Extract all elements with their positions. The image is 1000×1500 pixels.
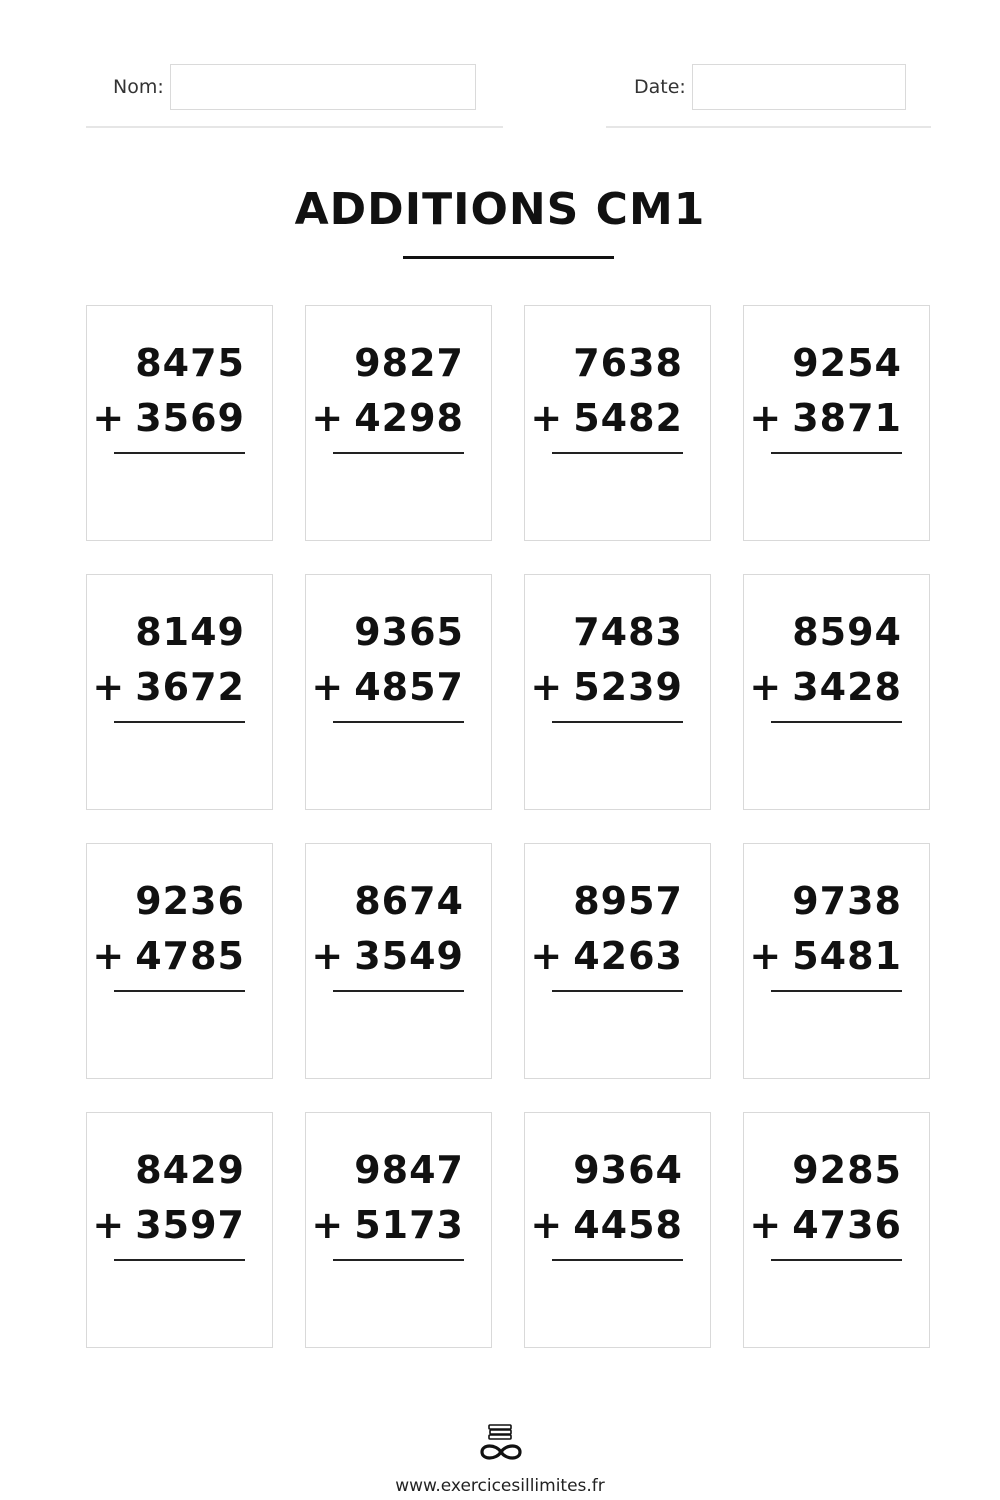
- answer-line: [114, 990, 245, 992]
- second-addend: 4263: [573, 934, 683, 978]
- second-addend-row: [311, 934, 464, 978]
- second-addend: 5239: [573, 665, 683, 709]
- plus-sign: +: [530, 665, 564, 709]
- answer-line: [114, 452, 245, 454]
- name-field-group: [113, 64, 476, 110]
- addition-card: [524, 574, 711, 810]
- first-addend: 9364: [573, 1148, 683, 1192]
- plus-sign: +: [749, 934, 783, 978]
- second-addend-row: [311, 1203, 464, 1247]
- date-divider: [606, 126, 931, 128]
- plus-sign: +: [749, 396, 783, 440]
- first-addend: 9847: [354, 1148, 464, 1192]
- plus-sign: +: [311, 396, 345, 440]
- second-addend: 3597: [135, 1203, 245, 1247]
- second-addend-row: [92, 396, 245, 440]
- second-addend-row: [311, 665, 464, 709]
- first-addend: 8475: [135, 341, 245, 385]
- plus-sign: +: [92, 396, 126, 440]
- second-addend-row: [530, 934, 683, 978]
- answer-line: [114, 721, 245, 723]
- plus-sign: +: [311, 665, 345, 709]
- first-addend: 9365: [354, 610, 464, 654]
- date-field-group: [634, 64, 906, 110]
- plus-sign: +: [92, 665, 126, 709]
- second-addend-row: [530, 665, 683, 709]
- second-addend-row: [749, 934, 902, 978]
- answer-line: [771, 1259, 902, 1261]
- first-addend: 9827: [354, 341, 464, 385]
- answer-line: [552, 990, 683, 992]
- problems-grid: [86, 305, 930, 1348]
- footer-url[interactable]: www.exercicesillimites.fr: [395, 1476, 605, 1496]
- plus-sign: +: [311, 934, 345, 978]
- second-addend-row: [749, 1203, 902, 1247]
- addition-card: [743, 305, 930, 541]
- second-addend-row: [311, 396, 464, 440]
- first-addend: 8674: [354, 879, 464, 923]
- answer-line: [333, 1259, 464, 1261]
- second-addend-row: [92, 1203, 245, 1247]
- plus-sign: +: [530, 396, 564, 440]
- addition-card: [743, 1112, 930, 1348]
- second-addend: 4857: [354, 665, 464, 709]
- second-addend: 5482: [573, 396, 683, 440]
- infinity-books-icon: [474, 1422, 528, 1464]
- addition-card: [743, 843, 930, 1079]
- second-addend: 4458: [573, 1203, 683, 1247]
- first-addend: 8429: [135, 1148, 245, 1192]
- answer-line: [114, 1259, 245, 1261]
- plus-sign: +: [92, 1203, 126, 1247]
- second-addend: 3672: [135, 665, 245, 709]
- second-addend: 4736: [792, 1203, 902, 1247]
- date-label: Date:: [634, 76, 686, 98]
- second-addend: 3871: [792, 396, 902, 440]
- second-addend-row: [530, 1203, 683, 1247]
- plus-sign: +: [530, 934, 564, 978]
- answer-line: [333, 452, 464, 454]
- addition-card: [86, 843, 273, 1079]
- addition-card: [743, 574, 930, 810]
- plus-sign: +: [311, 1203, 345, 1247]
- second-addend: 4298: [354, 396, 464, 440]
- second-addend: 5173: [354, 1203, 464, 1247]
- page-title: ADDITIONS CM1: [294, 184, 706, 235]
- name-divider: [86, 126, 503, 128]
- addition-card: [86, 574, 273, 810]
- first-addend: 9285: [792, 1148, 902, 1192]
- name-field[interactable]: [170, 64, 476, 110]
- addition-card: [305, 1112, 492, 1348]
- addition-card: [305, 843, 492, 1079]
- answer-line: [771, 721, 902, 723]
- second-addend: 3549: [354, 934, 464, 978]
- answer-line: [771, 990, 902, 992]
- addition-card: [524, 843, 711, 1079]
- plus-sign: +: [530, 1203, 564, 1247]
- answer-line: [552, 452, 683, 454]
- second-addend-row: [530, 396, 683, 440]
- answer-line: [552, 721, 683, 723]
- second-addend: 5481: [792, 934, 902, 978]
- first-addend: 8594: [792, 610, 902, 654]
- addition-card: [524, 1112, 711, 1348]
- answer-line: [333, 721, 464, 723]
- addition-card: [86, 1112, 273, 1348]
- plus-sign: +: [749, 665, 783, 709]
- second-addend-row: [92, 934, 245, 978]
- addition-card: [305, 305, 492, 541]
- date-field[interactable]: [692, 64, 906, 110]
- addition-card: [86, 305, 273, 541]
- first-addend: 9236: [135, 879, 245, 923]
- second-addend-row: [749, 396, 902, 440]
- answer-line: [771, 452, 902, 454]
- second-addend: 4785: [135, 934, 245, 978]
- first-addend: 9254: [792, 341, 902, 385]
- answer-line: [552, 1259, 683, 1261]
- first-addend: 9738: [792, 879, 902, 923]
- second-addend-row: [749, 665, 902, 709]
- second-addend-row: [92, 665, 245, 709]
- first-addend: 8957: [573, 879, 683, 923]
- second-addend: 3428: [792, 665, 902, 709]
- title-underline: [403, 256, 614, 259]
- second-addend: 3569: [135, 396, 245, 440]
- name-label: Nom:: [113, 76, 164, 98]
- addition-card: [524, 305, 711, 541]
- answer-line: [333, 990, 464, 992]
- first-addend: 8149: [135, 610, 245, 654]
- plus-sign: +: [92, 934, 126, 978]
- first-addend: 7483: [573, 610, 683, 654]
- plus-sign: +: [749, 1203, 783, 1247]
- first-addend: 7638: [573, 341, 683, 385]
- addition-card: [305, 574, 492, 810]
